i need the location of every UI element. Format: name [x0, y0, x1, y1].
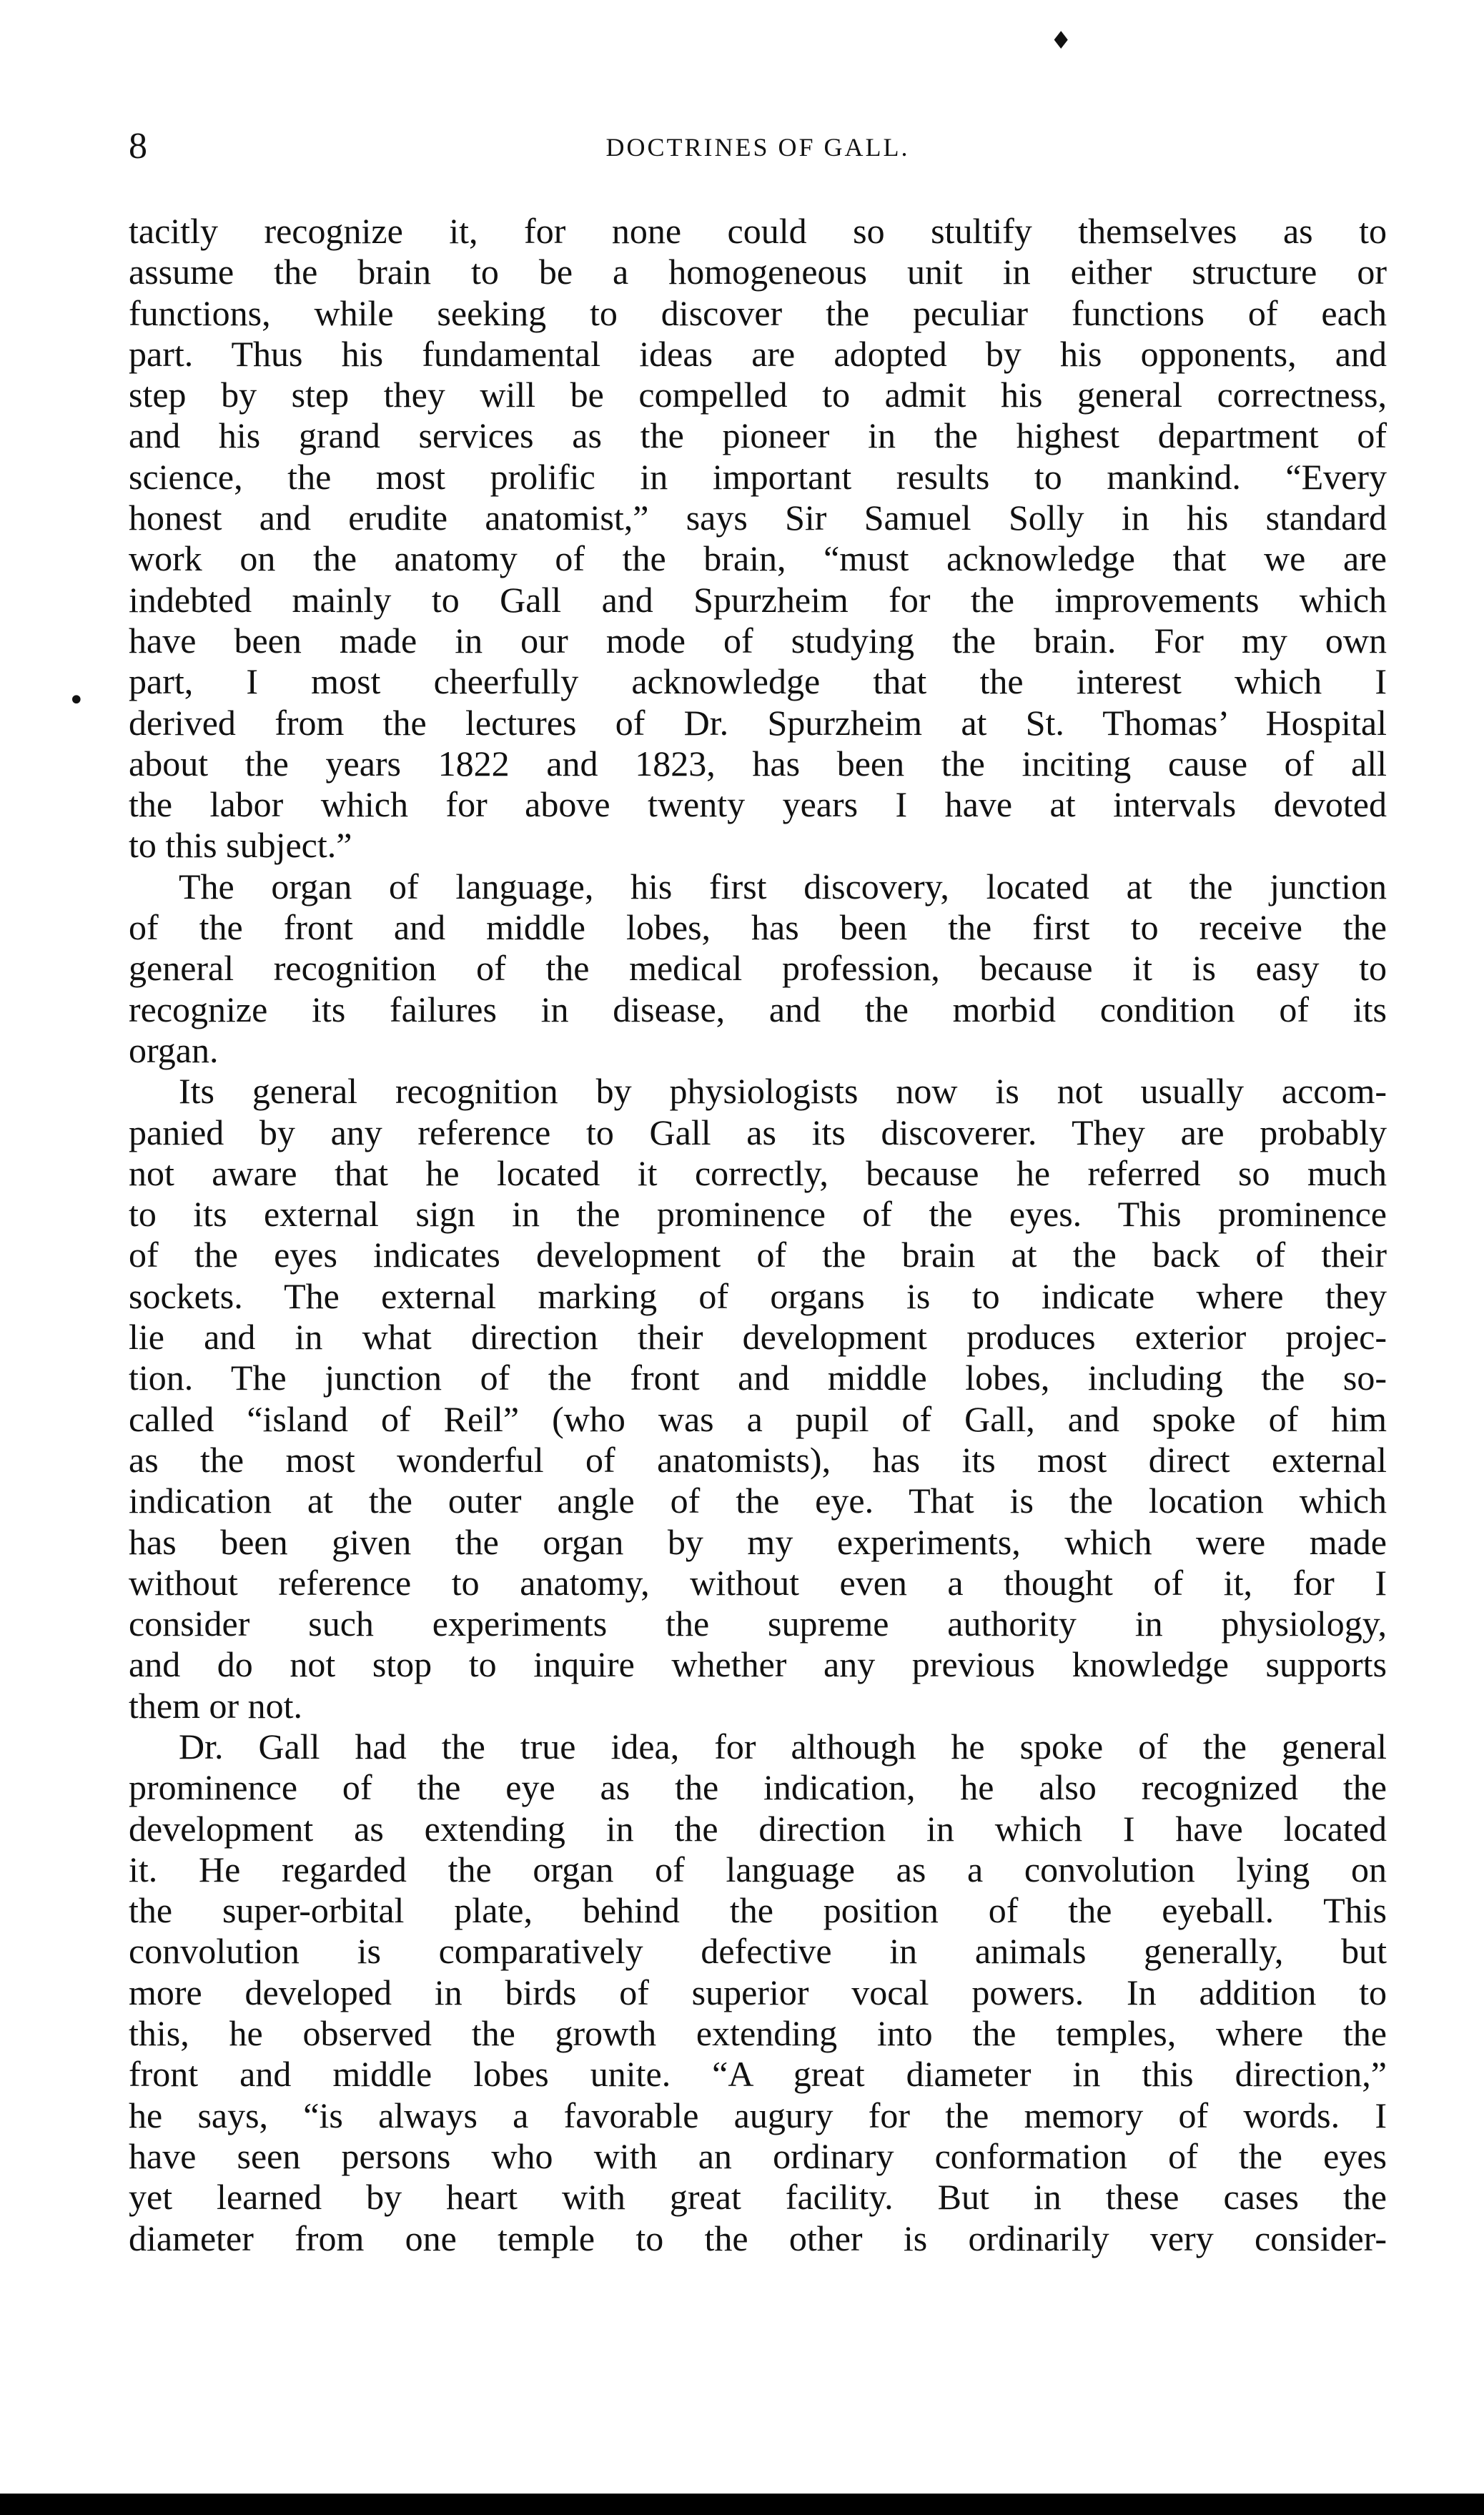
body-text — [129, 211, 1387, 2259]
text-line: them or not. — [129, 1685, 303, 1726]
text-line: have seen persons who with an ordinary conformation of the eyes — [129, 2135, 1387, 2176]
text-line: as the most wonderful of anatomists), has its most direct external — [129, 1439, 1387, 1480]
text-line: assume the brain to be a homogeneous unit in either structure or — [129, 252, 1387, 292]
text-line: sockets. The external marking of organs is to indicate where they — [129, 1275, 1387, 1316]
text-line: step by step they will be compelled to admit his general correctness, — [129, 375, 1387, 415]
text-line: functions, while seeking to discover the peculiar functions of each — [129, 292, 1387, 333]
scan-bottom-edge — [0, 2494, 1484, 2515]
text-line: have been made in our mode of studying the brain. For my own — [129, 620, 1387, 661]
text-line: recognize its failures in disease, and the morbid condition of its — [129, 989, 1387, 1029]
text-line: development as extending in the direction in which I have located — [129, 1808, 1387, 1849]
text-line: about the years 1822 and 1823, has been the inciting cause of all — [129, 743, 1387, 784]
page-number: 8 — [129, 126, 147, 167]
text-line: diameter from one temple to the other is ordinarily very consider- — [129, 2218, 1387, 2258]
text-line: part, I most cheerfully acknowledge that the interest which I — [129, 661, 1387, 702]
text-line: of the front and middle lobes, has been the first to receive the — [129, 907, 1387, 948]
text-line: derived from the lectures of Dr. Spurzheim at St. Thomas’ Hospital — [129, 702, 1387, 743]
text-line: honest and erudite anatomist,” says Sir Samuel Solly in his standard — [129, 498, 1387, 538]
text-line: it. He regarded the organ of language as a convolution lying on — [129, 1849, 1387, 1889]
top-ornament: ♦ — [1050, 26, 1072, 55]
text-line: the labor which for above twenty years I have at intervals devoted — [129, 784, 1387, 825]
text-line: to its external sign in the prominence of the eyes. This prominence — [129, 1194, 1387, 1235]
text-line: tacitly recognize it, for none could so stultify themselves as to — [129, 211, 1387, 251]
text-line: to this subject.” — [129, 825, 352, 866]
text-line: work on the anatomy of the brain, “must acknowledge that we are — [129, 538, 1387, 579]
text-line: Its general recognition by physiologists now is not usually accom- — [179, 1071, 1387, 1112]
text-line: this, he observed the growth extending into the temples, where the — [129, 2013, 1387, 2054]
text-line: and his grand services as the pioneer in the highest department of — [129, 415, 1387, 456]
text-line: of the eyes indicates development of the brain at the back of their — [129, 1235, 1387, 1275]
text-line: convolution is comparatively defective in animals generally, but — [129, 1931, 1387, 1972]
text-line: indebted mainly to Gall and Spurzheim for the improvements which — [129, 579, 1387, 620]
text-line: science, the most prolific in important results to mankind. “Every — [129, 456, 1387, 497]
text-line: lie and in what direction their development produces exterior projec- — [129, 1317, 1387, 1358]
text-line: more developed in birds of superior vocal powers. In addition to — [129, 1972, 1387, 2012]
text-line: general recognition of the medical profession, because it is easy to — [129, 948, 1387, 989]
text-line: part. Thus his fundamental ideas are adopted by his opponents, and — [129, 333, 1387, 374]
text-line: front and middle lobes unite. “A great diameter in this direction,” — [129, 2054, 1387, 2095]
text-line: panied by any reference to Gall as its discoverer. They are probably — [129, 1112, 1387, 1152]
text-line: he says, “is always a favorable augury for the memory of words. I — [129, 2095, 1387, 2135]
text-line: called “island of Reil” (who was a pupil of Gall, and spoke of him — [129, 1398, 1387, 1439]
text-line: prominence of the eye as the indication, he also recognized the — [129, 1767, 1387, 1808]
text-line: has been given the organ by my experiments, which were made — [129, 1521, 1387, 1562]
page-header — [129, 125, 1387, 175]
text-line: organ. — [129, 1029, 219, 1070]
text-line: the super-orbital plate, behind the position of the eyeball. This — [129, 1890, 1387, 1931]
text-line: and do not stop to inquire whether any previous knowledge supports — [129, 1644, 1387, 1685]
text-line: consider such experiments the supreme authority in physiology, — [129, 1604, 1387, 1644]
text-line: not aware that he located it correctly, because he referred so much — [129, 1152, 1387, 1193]
text-line: indication at the outer angle of the eye. That is the location which — [129, 1481, 1387, 1521]
text-line: Dr. Gall had the true idea, for although he spoke of the general — [179, 1726, 1387, 1767]
text-line: The organ of language, his first discovery, located at the junction — [179, 866, 1387, 906]
margin-mark: • — [68, 684, 85, 717]
text-line: tion. The junction of the front and middle lobes, including the so- — [129, 1358, 1387, 1398]
text-line: without reference to anatomy, without even a thought of it, for I — [129, 1562, 1387, 1603]
text-line: yet learned by heart with great facility. But in these cases the — [129, 2177, 1387, 2218]
running-head: DOCTRINES OF GALL. — [605, 133, 910, 162]
